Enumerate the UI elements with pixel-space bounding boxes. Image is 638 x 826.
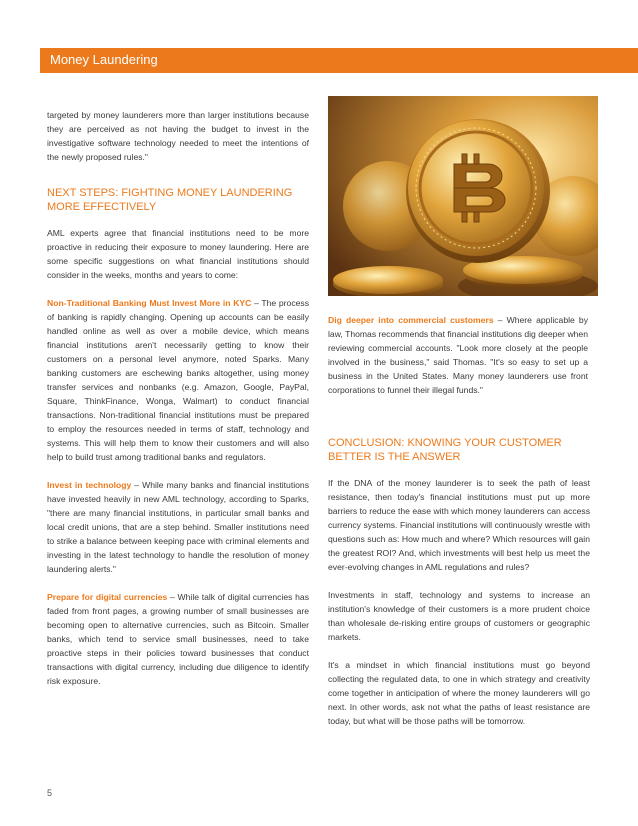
technology-body: – While many banks and financial institutions have invested heavily in new AML technology, according to Sparks, "there are many financial institutions, in particular small banks and local credit unions, that are a step behind. Smaller institutions need to strike a balance between keeping pace with criminal elements and investing in the latest technology to handle the resolution of money laundering alerts." xyxy=(47,480,309,574)
commercial-customers-lead: Dig deeper into commercial customers xyxy=(328,315,494,325)
conclusion-heading: CONCLUSION: KNOWING YOUR CUSTOMER BETTER IS THE ANSWER xyxy=(328,437,562,463)
technology-lead: Invest in technology xyxy=(47,480,132,490)
conclusion-paragraph-1: If the DNA of the money launderer is to seek the path of least resistance, then today's financial institutions must put up more barriers to reduce the ease with which money launderers can access currency systems. Financial institutions will continuously wrestle with questions such as: How much and where? Which resources will gain the greatest ROI? And, which investments will best help us meet the ever-evolving changes in AML regulations and rules? xyxy=(328,478,590,572)
kyc-paragraph xyxy=(47,296,309,464)
digital-currencies-body: – While talk of digital currencies has faded from front pages, a growing number of small businesses are becoming open to alternative currencies, such as Bitcoin. Smaller banks, which tend to service small businesses, need to take proactive steps in their policies toward businesses that conduct transactions with digital currency, including due diligence to identify risk exposure. xyxy=(47,592,309,686)
technology-paragraph xyxy=(47,478,309,576)
kyc-lead: Non-Traditional Banking Must Invest More in KYC xyxy=(47,298,252,308)
left-column xyxy=(47,108,309,702)
right-column-bottom xyxy=(328,436,590,742)
kyc-body: – The process of banking is rapidly changing. Opening up accounts can be easily handled online as well as over a mobile device, which means financial institutions aren't necessarily getting to know their customers on a personal level anymore, noted Sparks. Many banking customers are eschewing banks altogether, using money transfer services and nonbanks (e.g. Amazon, Google, PayPal, Square, ThinkFinance, Wonga, Walmart) to conduct financial transactions. Non-traditional financial institutions must be prepared to employ the resources needed in terms of staff, technology and systems. This will help them to know their customers and will also help to build trust among traditional banks and regulators. xyxy=(47,298,309,462)
conclusion-paragraph-2: Investments in staff, technology and systems to increase an institution's knowledge of their customers is a more prudent choice than wholesale de-risking entire groups of customers or geographic markets. xyxy=(328,590,590,642)
header-bar xyxy=(40,48,638,73)
page-title: Money Laundering xyxy=(50,52,158,67)
conclusion-paragraph-3: It's a mindset in which financial institutions must go beyond collecting the regulated data, to one in which strategy and creativity come together in anticipation of where the money launderers will go next. In other words, ask not what the paths of least resistance are today, but what will be those paths will be tomorrow. xyxy=(328,660,590,726)
next-steps-paragraph: AML experts agree that financial institutions need to be more proactive in reducing their exposure to money laundering. Here are some specific suggestions on what financial institutions should consider in the weeks, months and years to come: xyxy=(47,228,309,280)
digital-currencies-paragraph xyxy=(47,590,309,688)
next-steps-heading: NEXT STEPS: FIGHTING MONEY LAUNDERING MORE EFFECTIVELY xyxy=(47,187,293,213)
bitcoin-photo xyxy=(328,96,598,296)
commercial-customers-body: – Where applicable by law, Thomas recommends that financial institutions dig deeper when reviewing commercial accounts. "Look more closely at the people involved in the business," said Thomas. "It's so easy to set up a business in the United States. Many money launderers use front corporations to funnel their illegal funds." xyxy=(328,315,589,395)
page-number: 5 xyxy=(47,788,53,798)
commercial-customers-paragraph xyxy=(328,313,588,397)
bitcoin-coins-illustration xyxy=(328,96,598,296)
digital-currencies-lead: Prepare for digital currencies xyxy=(47,592,168,602)
right-column-top xyxy=(328,313,588,411)
intro-paragraph: targeted by money launderers more than larger institutions because they are perceived as not having the budget to invest in the investigative software technology needed to meet the intentions of the newly proposed rules." xyxy=(47,110,309,162)
